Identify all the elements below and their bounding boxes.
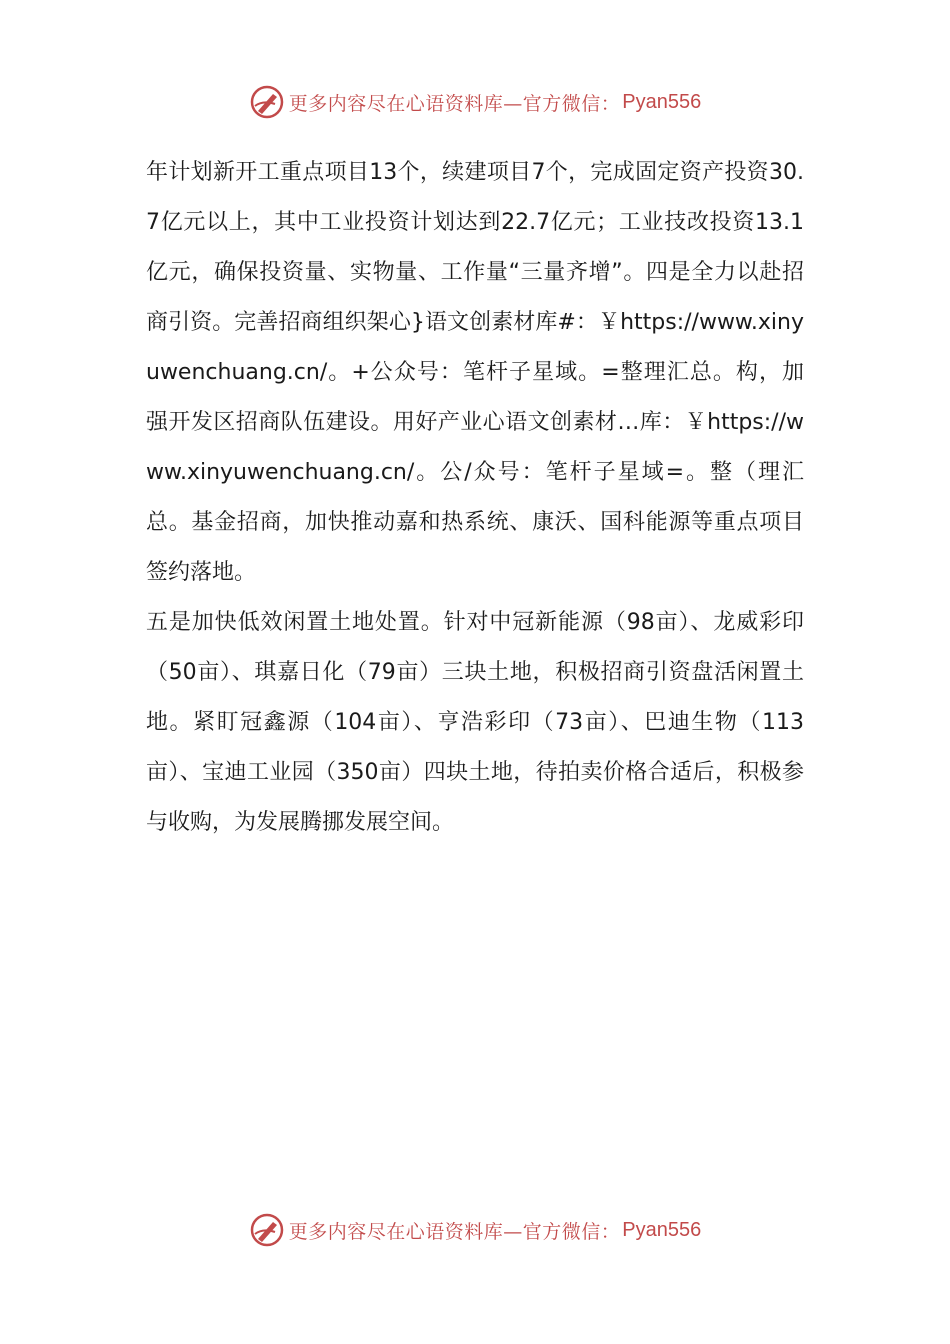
pen-logo-icon bbox=[249, 1212, 285, 1248]
footer-banner bbox=[0, 1210, 950, 1250]
header-banner bbox=[0, 82, 950, 122]
paragraph-1: 年计划新开工重点项目13个，续建项目7个，完成固定资产投资30.7亿元以上，其中工业投资计划达到22.7亿元；工业技改投资13.1亿元，确保投资量、实物量、工作量“三量齐增”。四是全力以赴招商引资。完善招商组织架心}语文创素材库#：￥https://www.xinyuwenchuang.cn/。+公众号：笔杆子星域。=整理汇总。构，加强开发区招商队伍建设。用好产业心语文创素材…库：￥https://www.xinyuwenchuang.cn/。公/众号：笔杆子星域=。整（理汇总。基金招商，加快推动嘉和热系统、康沃、国科能源等重点项目签约落地。 bbox=[146, 160, 804, 585]
banner-text: 更多内容尽在心语资料库—官方微信： bbox=[288, 1220, 621, 1243]
banner-wechat-id: Pyan556 bbox=[622, 90, 702, 113]
paragraph-2: 五是加快低效闲置土地处置。针对中冠新能源（98亩）、龙威彩印（50亩）、琪嘉日化（79亩）三块土地，积极招商引资盘活闲置土地。紧盯冠鑫源（104亩）、亨浩彩印（73亩）、巴迪生物（113亩）、宝迪工业园（350亩）四块土地，待拍卖价格合适后，积极参与收购，为发展腾挪发展空间。 bbox=[146, 610, 804, 835]
banner-wechat-id: Pyan556 bbox=[622, 1218, 702, 1241]
pen-logo-icon bbox=[249, 84, 285, 120]
banner-text: 更多内容尽在心语资料库—官方微信： bbox=[288, 92, 621, 115]
document-body bbox=[146, 148, 804, 848]
